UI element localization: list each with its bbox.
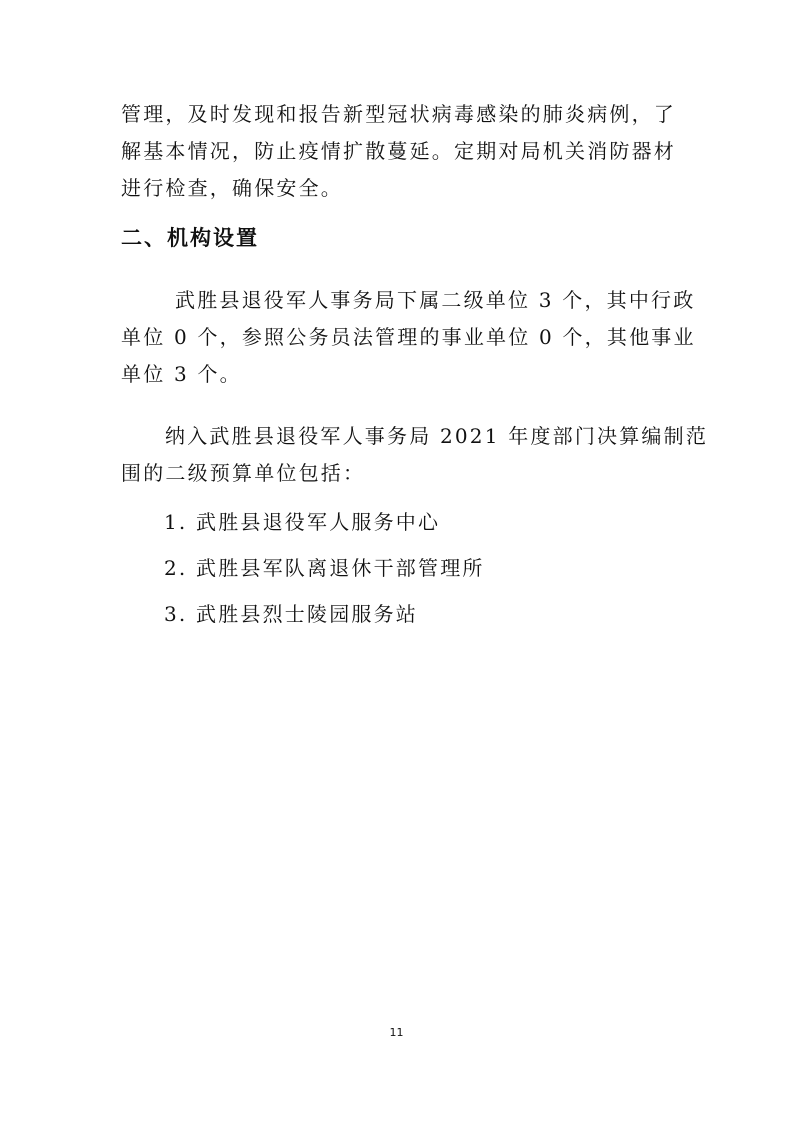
paragraph-line: 进行检查，确保安全。 (121, 176, 343, 200)
list-item (164, 598, 418, 627)
paragraph-line: 武胜县退役军人事务局下属二级单位 3 个，其中行政 (175, 288, 696, 312)
section-heading: 二、机构设置 (121, 226, 259, 250)
paragraph-line: 围的二级预算单位包括： (121, 461, 366, 485)
paragraph-line: 管理，及时发现和报告新型冠状病毒感染的肺炎病例，了 (121, 102, 676, 126)
paragraph-epidemic-management (121, 96, 676, 207)
list-item (164, 506, 440, 535)
list-item-text: 武胜县退役军人服务中心 (196, 510, 441, 534)
list-item-text: 武胜县烈士陵园服务站 (196, 602, 418, 626)
list-item-text: 武胜县军队离退休干部管理所 (196, 556, 485, 580)
paragraph-line: 解基本情况，防止疫情扩散蔓延。定期对局机关消防器材 (121, 139, 676, 163)
paragraph-line: 纳入武胜县退役军人事务局 2021 年度部门决算编制范 (165, 424, 709, 448)
page-number: 11 (389, 1026, 404, 1039)
paragraph-budget-scope (121, 418, 708, 492)
list-item-number: 3. (164, 602, 188, 626)
list-item (164, 552, 485, 581)
paragraph-subordinate-units (121, 282, 696, 393)
list-item-number: 2. (164, 556, 188, 580)
paragraph-line: 单位 3 个。 (121, 362, 242, 386)
paragraph-line: 单位 0 个，参照公务员法管理的事业单位 0 个，其他事业 (121, 325, 696, 349)
list-item-number: 1. (164, 510, 188, 534)
